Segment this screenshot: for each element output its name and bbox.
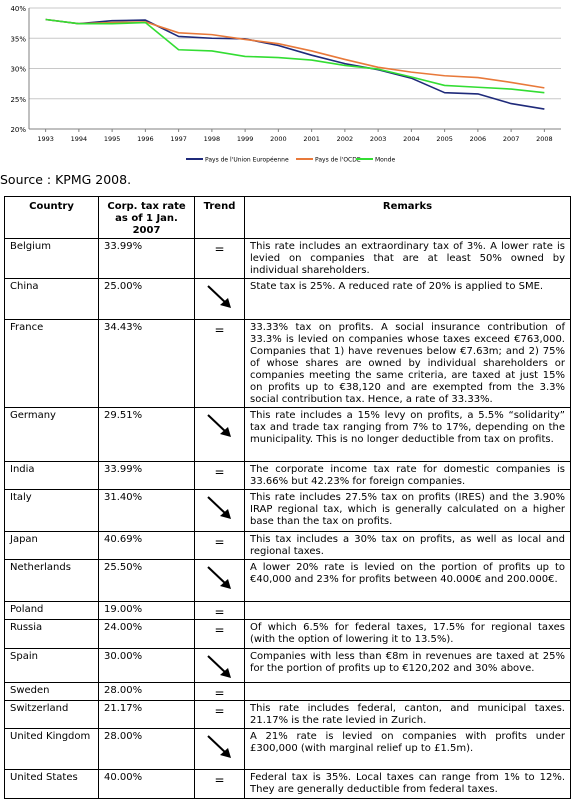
trend-cell [195, 490, 245, 532]
remarks-cell: 33.33% tax on profits. A social insurance contribution of 33.3% is levied on companies whose taxes exceed €763,000. Companies that 1) have revenues below €7.63m; and 2) 75% of whose shares are owned by individual shareholders or companies meeting the same criteria, are taxed at just 15% on profits up to €38,120 and are exempted from the 3.3% social contribution tax. Hence, a rate of 33.33%. [245, 320, 571, 408]
rate-cell: 34.43% [99, 320, 195, 408]
header-remarks: Remarks [245, 197, 571, 239]
table-row [5, 729, 571, 770]
trend-cell [195, 729, 245, 770]
remarks-cell: Companies with less than €8m in revenues are taxed at 25% for the portion of profits up to €120,202 and 30% above. [245, 649, 571, 683]
x-tick-label: 1998 [203, 135, 221, 143]
trend-cell [195, 701, 245, 729]
header-rate: Corp. tax rate as of 1 Jan. 2007 [99, 197, 195, 239]
table-row [5, 620, 571, 649]
source-note: Source : KPMG 2008. [0, 172, 132, 187]
trend-cell [195, 683, 245, 701]
country-cell: Belgium [5, 239, 99, 279]
remarks-cell: This tax includes a 30% tax on profits, as well as local and regional taxes. [245, 532, 571, 560]
trend-cell [195, 320, 245, 408]
trend-equal-icon: = [214, 704, 225, 718]
trend-equal-icon: = [214, 465, 225, 479]
table-row [5, 532, 571, 560]
remarks-cell: This rate includes 27.5% tax on profits (IRES) and the 3.90% IRAP regional tax, which is generally calculated on a higher base than the tax on profits. [245, 490, 571, 532]
x-tick-label: 2004 [403, 135, 420, 143]
x-tick-label: 2003 [369, 135, 387, 143]
table-header-row [5, 197, 571, 239]
country-cell: Netherlands [5, 560, 99, 602]
table-row [5, 602, 571, 620]
trend-equal-icon: = [214, 773, 225, 787]
rate-cell: 40.69% [99, 532, 195, 560]
trend-cell [195, 560, 245, 602]
country-cell: Germany [5, 408, 99, 462]
table-row [5, 320, 571, 408]
country-cell: Japan [5, 532, 99, 560]
rate-cell: 33.99% [99, 462, 195, 490]
table-row [5, 770, 571, 799]
trend-down-arrow-icon [205, 494, 235, 522]
trend-down-arrow-icon [205, 733, 235, 761]
rate-cell: 31.40% [99, 490, 195, 532]
country-cell: Russia [5, 620, 99, 649]
table-row [5, 490, 571, 532]
rate-cell: 24.00% [99, 620, 195, 649]
rate-cell: 29.51% [99, 408, 195, 462]
table-row [5, 683, 571, 701]
trend-cell [195, 239, 245, 279]
x-tick-label: 2001 [303, 135, 320, 143]
table-row [5, 649, 571, 683]
country-cell: Italy [5, 490, 99, 532]
trend-cell [195, 532, 245, 560]
trend-cell [195, 462, 245, 490]
trend-equal-icon: = [214, 323, 225, 337]
y-tick-label: 20% [10, 126, 26, 134]
series-line-2 [46, 19, 545, 92]
remarks-cell [245, 602, 571, 620]
legend-label: Monde [375, 156, 396, 164]
x-tick-label: 1993 [37, 135, 54, 143]
rate-cell: 21.17% [99, 701, 195, 729]
remarks-cell: This rate includes an extraordinary tax of 3%. A lower rate is levied on companies that are at least 50% owned by individual shareholders. [245, 239, 571, 279]
trend-down-arrow-icon [205, 412, 235, 440]
rate-cell: 28.00% [99, 729, 195, 770]
country-cell: Switzerland [5, 701, 99, 729]
remarks-cell: This rate includes a 15% levy on profits, a 5.5% “solidarity” tax and trade tax ranging from 7% to 17%, depending on the municipality. This is no longer deductible from tax on profits. [245, 408, 571, 462]
rate-cell: 28.00% [99, 683, 195, 701]
x-tick-label: 2005 [436, 135, 453, 143]
table-row [5, 239, 571, 279]
trend-down-arrow-icon [205, 283, 235, 311]
country-cell: China [5, 279, 99, 320]
remarks-cell: State tax is 25%. A reduced rate of 20% is applied to SME. [245, 279, 571, 320]
rate-cell: 25.00% [99, 279, 195, 320]
rate-cell: 33.99% [99, 239, 195, 279]
remarks-cell: This rate includes federal, canton, and municipal taxes. 21.17% is the rate levied in Zurich. [245, 701, 571, 729]
trend-equal-icon: = [214, 535, 225, 549]
chart-canvas [0, 0, 575, 168]
rate-cell: 19.00% [99, 602, 195, 620]
trend-down-arrow-icon [205, 564, 235, 592]
remarks-cell: A 21% rate is levied on companies with profits under £300,000 (with marginal relief up to £1.5m). [245, 729, 571, 770]
remarks-cell: Of which 6.5% for federal taxes, 17.5% for regional taxes (with the option of lowering it to 13.5%). [245, 620, 571, 649]
x-tick-label: 2006 [469, 135, 487, 143]
country-cell: Poland [5, 602, 99, 620]
y-tick-label: 25% [10, 95, 26, 104]
x-tick-label: 1994 [70, 135, 88, 143]
country-cell: India [5, 462, 99, 490]
x-tick-label: 2002 [336, 135, 354, 143]
x-tick-label: 2000 [270, 135, 287, 143]
trend-equal-icon: = [214, 623, 225, 637]
country-cell: Sweden [5, 683, 99, 701]
x-tick-label: 1997 [170, 135, 187, 143]
series-line-0 [46, 19, 545, 109]
trend-cell [195, 408, 245, 462]
remarks-cell: The corporate income tax rate for domestic companies is 33.66% but 42.23% for foreign companies. [245, 462, 571, 490]
country-cell: Spain [5, 649, 99, 683]
x-tick-label: 2008 [536, 135, 553, 143]
table-row [5, 462, 571, 490]
header-country: Country [5, 197, 99, 239]
tax-rate-line-chart [0, 0, 575, 168]
remarks-cell: Federal tax is 35%. Local taxes can range from 1% to 12%. They are generally deductible from federal taxes. [245, 770, 571, 799]
x-tick-label: 1995 [103, 135, 121, 143]
corporate-tax-table [4, 196, 571, 799]
country-cell: United States [5, 770, 99, 799]
country-cell: United Kingdom [5, 729, 99, 770]
table-row [5, 279, 571, 320]
trend-equal-icon: = [214, 605, 225, 619]
remarks-cell [245, 683, 571, 701]
header-trend: Trend [195, 197, 245, 239]
rate-cell: 30.00% [99, 649, 195, 683]
series-line-1 [46, 19, 545, 87]
y-tick-label: 40% [10, 5, 26, 13]
trend-cell [195, 620, 245, 649]
trend-cell [195, 279, 245, 320]
x-tick-label: 1999 [236, 135, 254, 143]
trend-cell [195, 770, 245, 799]
trend-cell [195, 649, 245, 683]
trend-equal-icon: = [214, 686, 225, 700]
legend-label: Pays de l'Union Européenne [205, 156, 289, 164]
trend-down-arrow-icon [205, 653, 235, 681]
legend-label: Pays de l'OCDE [315, 156, 361, 164]
country-cell: France [5, 320, 99, 408]
rate-cell: 25.50% [99, 560, 195, 602]
table-row [5, 560, 571, 602]
trend-equal-icon: = [214, 242, 225, 256]
table-row [5, 408, 571, 462]
table-row [5, 701, 571, 729]
rate-cell: 40.00% [99, 770, 195, 799]
x-tick-label: 2007 [502, 135, 520, 143]
x-tick-label: 1996 [137, 135, 154, 143]
y-tick-label: 30% [10, 65, 26, 74]
trend-cell [195, 602, 245, 620]
y-tick-label: 35% [10, 35, 26, 44]
remarks-cell: A lower 20% rate is levied on the portion of profits up to €40,000 and 23% for profits between 40.000€ and 200.000€. [245, 560, 571, 602]
